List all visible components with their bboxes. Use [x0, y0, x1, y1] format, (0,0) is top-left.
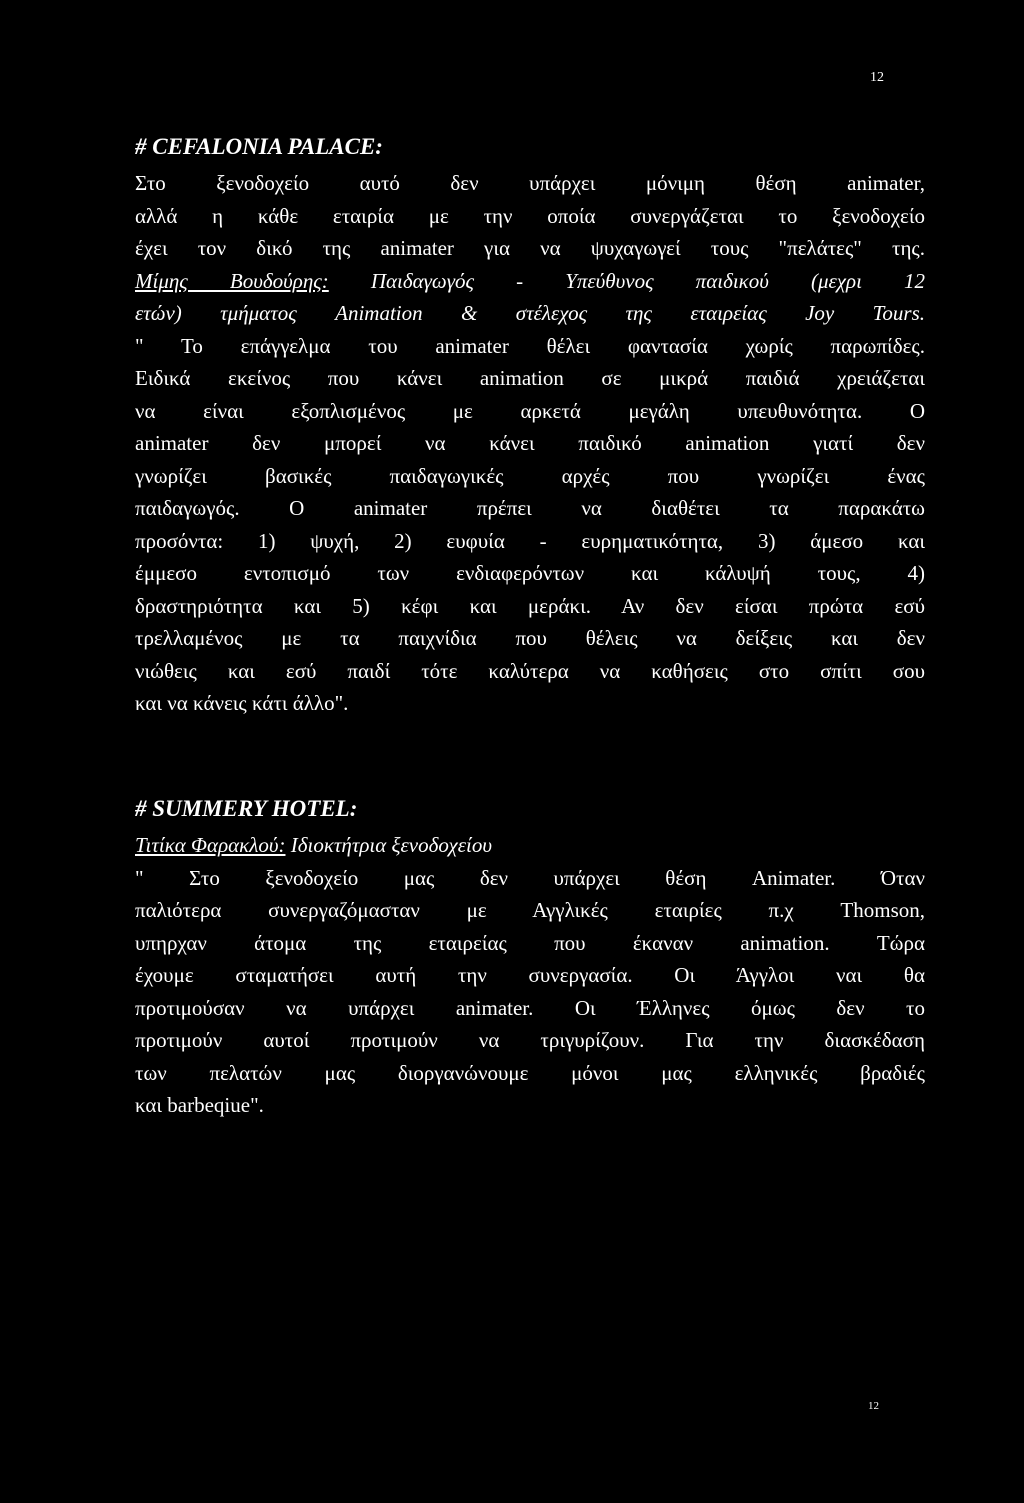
- quote-line: προτιμούν αυτοί προτιμούν να τριγυρίζουν. Για την διασκέδαση: [135, 1028, 925, 1052]
- section-heading: # CEFALONIA PALACE:: [135, 134, 383, 159]
- quote-line: " Το επάγγελμα του animater θέλει φαντασία χωρίς παρωπίδες.: [135, 333, 925, 358]
- page-number: 12: [870, 70, 884, 85]
- section-cefalonia-palace: [135, 132, 925, 720]
- intro-line: αλλά η κάθε εταιρία με την οποία συνεργάζεται το ξενοδοχείο: [135, 203, 925, 228]
- interviewee-line: [135, 265, 925, 298]
- quote-line: παιδαγωγός. Ο animater πρέπει να διαθέτει τα παρακάτω: [135, 496, 925, 520]
- interviewee-name: Τιτίκα Φαρακλού:: [135, 833, 286, 857]
- intro-line: Στο ξενοδοχείο αυτό δεν υπάρχει μόνιμη θέση animater,: [135, 171, 925, 195]
- quote-line: παλιότερα συνεργαζόμασταν με Αγγλικές εταιρίες π.χ Thomson,: [135, 898, 925, 922]
- quote-line: και να κάνεις κάτι άλλο".: [135, 691, 349, 715]
- intro-line: έχει τον δικό της animater για να ψυχαγωγεί τους "πελάτες" της.: [135, 236, 925, 260]
- footer-page-number: 12: [868, 1400, 879, 1412]
- section-summery-hotel: [135, 794, 925, 1122]
- quote-line: προσόντα: 1) ψυχή, 2) ευφυία - ευρηματικότητα, 3) άμεσο και: [135, 528, 925, 553]
- quote-line: νιώθεις και εσύ παιδί τότε καλύτερα να καθήσεις στο σπίτι σου: [135, 658, 925, 683]
- interviewee-line: [135, 829, 925, 862]
- interviewee-name: Μίμης Βουδούρης:: [135, 268, 329, 293]
- section-heading: # SUMMERY HOTEL:: [135, 796, 358, 821]
- quote-line: υπηρχαν άτομα της εταιρείας που έκαναν animation. Τώρα: [135, 930, 925, 955]
- quote-line: γνωρίζει βασικές παιδαγωγικές αρχές που γνωρίζει ένας: [135, 463, 925, 488]
- quote-line: δραστηριότητα και 5) κέφι και μεράκι. Αν δεν είσαι πρώτα εσύ: [135, 593, 925, 618]
- quote-line: των πελατών μας διοργανώνουμε μόνοι μας ελληνικές βραδιές: [135, 1060, 925, 1085]
- quote-line: animater δεν μπορεί να κάνει παιδικό animation γιατί δεν: [135, 431, 925, 455]
- quote-line: να είναι εξοπλισμένος με αρκετά μεγάλη υπευθυνότητα. Ο: [135, 398, 925, 423]
- quote-line: έχουμε σταματήσει αυτή την συνεργασία. Οι Άγγλοι ναι θα: [135, 963, 925, 987]
- quote-line: προτιμούσαν να υπάρχει animater. Οι Έλληνες όμως δεν το: [135, 995, 925, 1020]
- interviewee-role-continued: ετών) τμήματος Animation & στέλεχος της εταιρείας Joy Tours.: [135, 301, 925, 325]
- quote-line: και barbeqiue".: [135, 1093, 264, 1117]
- interviewee-role: Παιδαγωγός - Υπεύθυνος παιδικού (μεχρι 12: [328, 268, 925, 293]
- interviewee-role: Ιδιοκτήτρια ξενοδοχείου: [285, 833, 492, 857]
- quote-line: τρελλαμένος με τα παιχνίδια που θέλεις να δείξεις και δεν: [135, 626, 925, 650]
- quote-line: Ειδικά εκείνος που κάνει animation σε μικρά παιδιά χρειάζεται: [135, 366, 925, 390]
- quote-line: " Στο ξενοδοχείο μας δεν υπάρχει θέση Animater. Όταν: [135, 865, 925, 890]
- quote-line: έμμεσο εντοπισμό των ενδιαφερόντων και κάλυψή τους, 4): [135, 561, 925, 585]
